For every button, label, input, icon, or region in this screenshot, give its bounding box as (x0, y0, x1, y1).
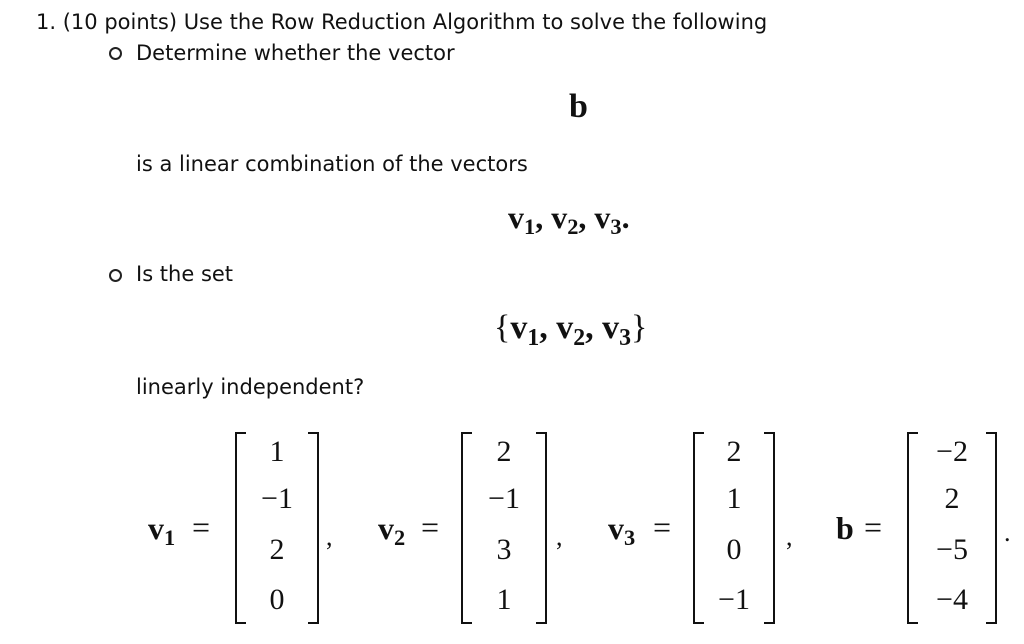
problem-number: 1. (36, 10, 57, 34)
part1-bullet-text: Determine whether the vector (136, 41, 455, 65)
v3-entry-4: −1 (718, 583, 750, 616)
equals-sign: = (192, 509, 211, 545)
vector-v1-matrix (235, 432, 319, 622)
v1-entry-3: 2 (269, 533, 285, 566)
v1-label: v1 (148, 510, 176, 551)
vector-b-symbol: b (569, 88, 588, 125)
b-entry-2: 2 (944, 482, 960, 515)
vector-v2-matrix (461, 432, 547, 622)
v3-label: v3 (608, 510, 636, 551)
b-entry-4: −4 (936, 583, 968, 616)
v2-label: v2 (378, 510, 406, 551)
b-label: b (836, 510, 854, 546)
v3-entry-1: 2 (726, 435, 742, 468)
equals-sign: = (864, 509, 883, 545)
v2-entry-4: 1 (496, 583, 512, 616)
comma: , (556, 522, 563, 551)
equals-sign: = (421, 509, 440, 545)
problem-statement: (10 points) Use the Row Reduction Algorithm to solve the following (62, 10, 768, 34)
v3-entry-3: 0 (726, 533, 742, 566)
set-expression: {v1, v2, v3} (494, 309, 648, 351)
b-entry-1: −2 (936, 435, 968, 468)
part2-bullet-text: Is the set (136, 262, 234, 286)
bullet-icon (109, 269, 122, 282)
comma: , (786, 522, 793, 551)
vector-b-matrix (907, 432, 997, 622)
v2-entry-3: 3 (496, 533, 512, 566)
vector-v3-matrix (693, 432, 775, 622)
v1-entry-1: 1 (269, 435, 285, 468)
comma: , (326, 522, 333, 551)
v1-entry-2: −1 (261, 482, 293, 515)
bullet-icon (109, 47, 122, 60)
b-entry-3: −5 (936, 533, 968, 566)
v2-entry-2: −1 (488, 482, 520, 515)
v1-entry-4: 0 (269, 583, 285, 616)
v3-entry-2: 1 (726, 482, 742, 515)
part1-continuation: is a linear combination of the vectors (136, 152, 528, 176)
v2-entry-1: 2 (496, 435, 512, 468)
problem-header (36, 10, 767, 34)
vectors-list-expression: v1, v2, v3. (508, 199, 630, 240)
part2-continuation: linearly independent? (136, 375, 365, 399)
period: . (1004, 518, 1011, 547)
equals-sign: = (653, 509, 672, 545)
